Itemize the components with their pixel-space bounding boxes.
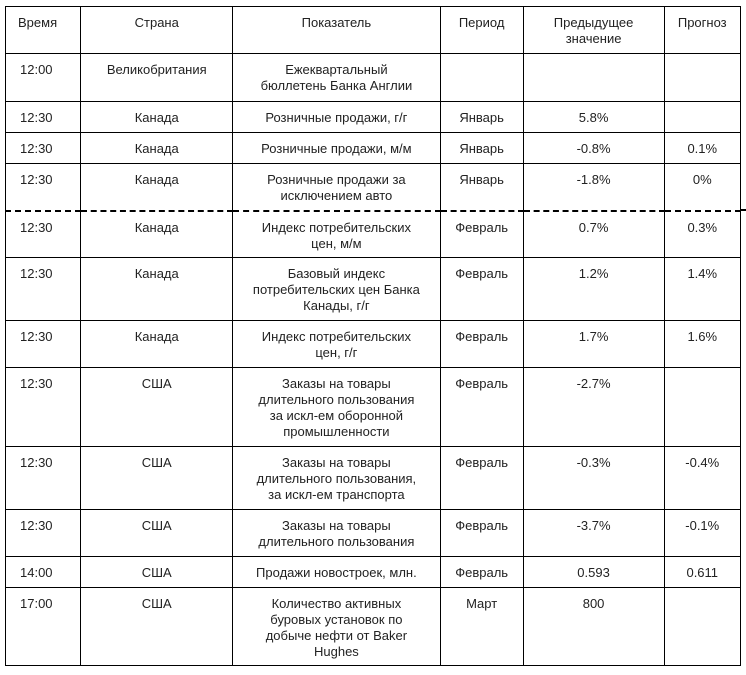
cell-previous: -0.8% [523, 133, 664, 164]
table-row [6, 133, 741, 164]
cell-previous [523, 54, 664, 102]
cell-period: Февраль [440, 447, 523, 510]
cell-indicator [233, 164, 441, 211]
indicator-text: Розничные продажи, г/г [265, 110, 408, 125]
cell-forecast: -0.1% [664, 510, 740, 557]
cell-time: 12:30 [6, 321, 81, 368]
cell-forecast [664, 368, 740, 447]
cell-forecast [664, 54, 740, 102]
cell-period: Февраль [440, 368, 523, 447]
cell-period: Февраль [440, 258, 523, 321]
economic-calendar-table [5, 6, 741, 666]
cell-period: Март [440, 588, 523, 666]
cell-previous: 1.7% [523, 321, 664, 368]
cell-time: 17:00 [6, 588, 81, 666]
cell-previous: 800 [523, 588, 664, 666]
cell-country: Канада [81, 211, 233, 258]
table-divider-extension [741, 209, 746, 211]
header-indicator: Показатель [233, 7, 441, 54]
header-period: Период [440, 7, 523, 54]
cell-previous: 5.8% [523, 102, 664, 133]
cell-indicator [233, 321, 441, 368]
cell-forecast: 0.611 [664, 557, 740, 588]
cell-forecast [664, 588, 740, 666]
table-row [6, 102, 741, 133]
cell-country: США [81, 557, 233, 588]
cell-previous: -3.7% [523, 510, 664, 557]
cell-previous: 0.593 [523, 557, 664, 588]
cell-period: Январь [440, 133, 523, 164]
cell-time: 12:30 [6, 133, 81, 164]
header-time: Время [6, 7, 81, 54]
table-row [6, 447, 741, 510]
cell-indicator [233, 588, 441, 666]
table-row [6, 368, 741, 447]
indicator-text: Заказы на товары длительного пользования [258, 518, 415, 549]
cell-previous: -2.7% [523, 368, 664, 447]
table-row [6, 258, 741, 321]
cell-forecast: 0% [664, 164, 740, 211]
table-header-row [6, 7, 741, 54]
cell-time: 12:30 [6, 447, 81, 510]
indicator-text: Индекс потребительских цен, г/г [261, 329, 411, 360]
table-row [6, 588, 741, 666]
cell-country: Великобритания [81, 54, 233, 102]
header-previous-label: Предыдущее значение [553, 15, 634, 46]
cell-period: Январь [440, 102, 523, 133]
table-row [6, 557, 741, 588]
cell-country: Канада [81, 164, 233, 211]
cell-country: США [81, 510, 233, 557]
cell-forecast: 0.3% [664, 211, 740, 258]
cell-period: Февраль [440, 211, 523, 258]
cell-period: Февраль [440, 557, 523, 588]
cell-indicator [233, 133, 441, 164]
cell-period: Январь [440, 164, 523, 211]
table-row [6, 164, 741, 211]
cell-indicator [233, 510, 441, 557]
indicator-text: Заказы на товары длительного пользования за искл-ем оборонной промышленности [258, 376, 415, 439]
cell-country: США [81, 588, 233, 666]
cell-previous: 0.7% [523, 211, 664, 258]
cell-time: 12:30 [6, 510, 81, 557]
table-row [6, 321, 741, 368]
cell-time: 12:30 [6, 211, 81, 258]
indicator-text: Индекс потребительских цен, м/м [261, 219, 411, 251]
cell-indicator [233, 258, 441, 321]
cell-country: Канада [81, 321, 233, 368]
cell-country: Канада [81, 133, 233, 164]
cell-forecast: 1.4% [664, 258, 740, 321]
cell-forecast [664, 102, 740, 133]
indicator-text: Заказы на товары длительного пользования, за искл-ем транспорта [256, 455, 417, 502]
table-row [6, 211, 741, 258]
header-country: Страна [81, 7, 233, 54]
cell-indicator [233, 54, 441, 102]
cell-country: США [81, 368, 233, 447]
indicator-text: Ежеквартальный бюллетень Банка Англии [260, 62, 413, 93]
cell-period: Февраль [440, 321, 523, 368]
table-row [6, 54, 741, 102]
cell-forecast: 0.1% [664, 133, 740, 164]
cell-country: США [81, 447, 233, 510]
cell-previous: 1.2% [523, 258, 664, 321]
cell-time: 12:00 [6, 54, 81, 102]
indicator-text: Розничные продажи, м/м [261, 141, 412, 156]
indicator-text: Продажи новостроек, млн. [256, 565, 417, 580]
cell-indicator [233, 211, 441, 258]
cell-country: Канада [81, 258, 233, 321]
cell-time: 14:00 [6, 557, 81, 588]
table-row [6, 510, 741, 557]
cell-indicator [233, 368, 441, 447]
indicator-text: Базовый индекс потребительских цен Банка Канады, г/г [252, 266, 420, 313]
indicator-text: Количество активных буровых установок по добыче нефти от Baker Hughes [265, 596, 408, 659]
cell-country: Канада [81, 102, 233, 133]
indicator-text: Розничные продажи за исключением авто [267, 172, 406, 203]
header-previous [523, 7, 664, 54]
cell-forecast: 1.6% [664, 321, 740, 368]
cell-previous: -0.3% [523, 447, 664, 510]
header-forecast: Прогноз [664, 7, 740, 54]
cell-previous: -1.8% [523, 164, 664, 211]
cell-indicator [233, 447, 441, 510]
cell-time: 12:30 [6, 102, 81, 133]
cell-period: Февраль [440, 510, 523, 557]
cell-forecast: -0.4% [664, 447, 740, 510]
cell-time: 12:30 [6, 368, 81, 447]
cell-period [440, 54, 523, 102]
cell-time: 12:30 [6, 258, 81, 321]
cell-indicator [233, 102, 441, 133]
cell-indicator [233, 557, 441, 588]
cell-time: 12:30 [6, 164, 81, 211]
